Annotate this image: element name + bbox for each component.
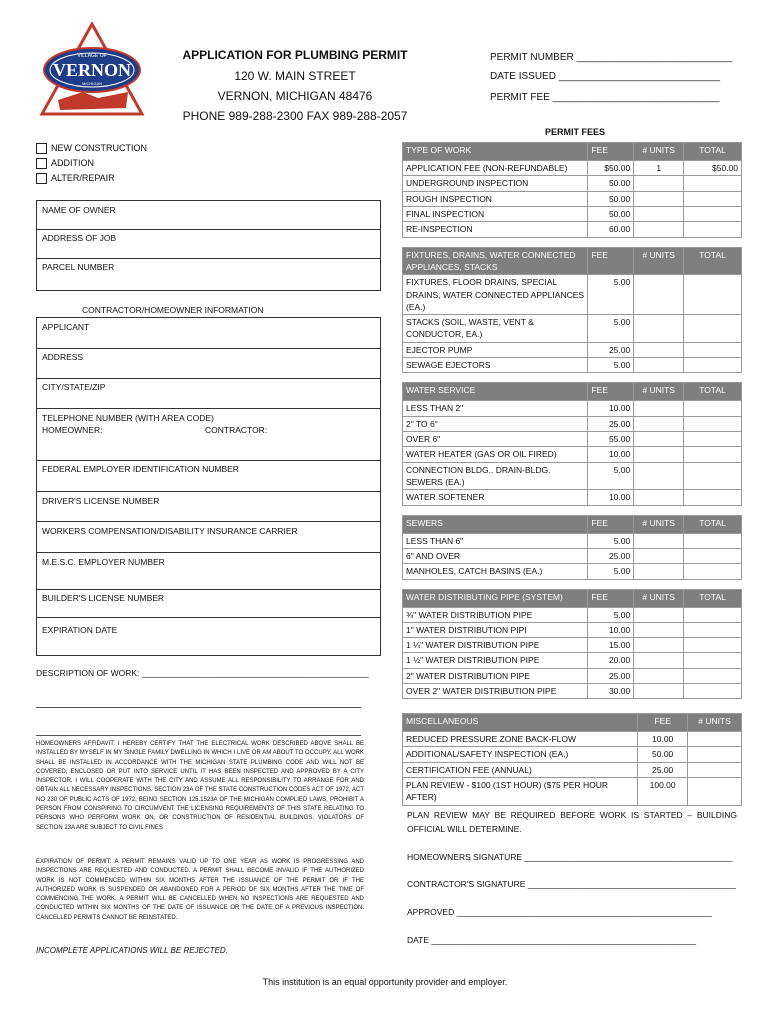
permit-fee-field[interactable]: PERMIT FEE ______________________________ (490, 92, 720, 103)
misc-fees-table (402, 713, 742, 806)
fee-item: SEWAGE EJECTORS (403, 358, 588, 373)
total-cell[interactable] (684, 401, 742, 416)
expiration-of-permit-text: EXPIRATION OF PERMIT: A PERMIT REMAINS VALID UP TO ONE YEAR AS WORK IS PROGRESSING AND INSPECTIONS ARE REQUESTED AND CONDUCTED. A PERMIT SHALL BECOME INVALID IF THE AUTHORIZED WORK IS NOT COMMENCED WITHIN SIX MONTHS AFTER THE ISSUANCE OF THE PERMIT OR IF THE AUTHORIZED WORK IS SUSPENDED OR ABANDONED FOR A PERIOD OF SIX MONTHS AFTER THE TIME OF COMMENCING THE WORK. A PERMIT WILL BE CANCELLED WHEN NO INSPECTIONS ARE REQUESTED AND CONDUCTED WITHIN SIX MONTHS OF THE DATE OF ISSUANCE OR THE DATE OF A PREVIOUS INSPECTION. CANCELLED PERMITS CANNOT BE REINSTATED. (36, 859, 364, 921)
phone-fax: PHONE 989-288-2300 FAX 989-288-2057 (182, 109, 408, 123)
total-cell[interactable] (684, 191, 742, 206)
section-title: WATER DISTRIBUTING PIPE (SYSTEM) (403, 589, 588, 607)
misc-units-cell[interactable] (688, 777, 742, 805)
fee-item: LESS THAN 6" (403, 533, 588, 548)
table-row (403, 564, 742, 579)
total-cell[interactable] (684, 432, 742, 447)
fee-section-header (403, 589, 742, 607)
units-cell[interactable] (634, 564, 684, 579)
fee-item: WATER SOFTENER (403, 490, 588, 505)
units-cell[interactable] (634, 548, 684, 563)
section-title: TYPE OF WORK (403, 143, 588, 161)
fee-header: FEE (588, 247, 634, 275)
fee-item: WATER HEATER (GAS OR OIL FIRED) (403, 447, 588, 462)
table-row (403, 607, 742, 622)
table-row (403, 432, 742, 447)
fee-amount: 25.00 (588, 342, 634, 357)
units-cell[interactable] (634, 447, 684, 462)
homeowners-affidavit: HOMEOWNERS AFFIDAVIT: I HEREBY CERTIFY THAT THE ELECTRICAL WORK DESCRIBED ABOVE SHALL BE INSTALLED BY MYSELF IN MY SINGLE FAMILY DWELLING IN WHICH I LIVE OR AM ABOUT TO OCCUPY. ALL WORK SHALL BE INSTALLED IN ACCORDANCE WITH THE MICHIGAN STATE PLUMBING CODE AND WILL NOT BE COVERED, ENCLOSED OR PUT INTO SERVICE UNTIL IT HAS BEEN INSPECTED AND APPROVED BY A CITY INSPECTOR. I WILL COOPERATE WITH THE CITY AND ASSUME ALL RESPONSIBILITY TO ARRANGE FOR AND OBTAIN ALL NECESSARY INSPECTIONS. SECTION 23A OF THE STATE CONSTRUCTION CODES ACT OF 1972, ACT NO 230 OF PUBLIC ACTS OF 1972, BEING SECTION 125.1523A OF THE MICHIGAN COMPLIED LAWS, PROHIBIT A PERSON FROM CONSPIRING TO CIRCUMVENT THE LICENSING REQUIREMENTS OF THIS STATE RELATING TO PERSONS WHO PERFORM WORK ON, OR CONSTRUCTION OF RESIDENTIAL BUILDINGS. VIOLATORS OF SECTION 23A ARE SUBJECT TO CIVIL FINES (36, 741, 364, 831)
total-header: TOTAL (684, 589, 742, 607)
fee-amount: 10.00 (588, 490, 634, 505)
section-spacer (403, 373, 742, 383)
contractor-label: CONTRACTOR: (205, 425, 268, 435)
fee-item: ¾" WATER DISTRIBUTION PIPE (403, 607, 588, 622)
addition-checkbox[interactable] (36, 158, 47, 169)
contractor-signature-field[interactable]: CONTRACTOR'S SIGNATURE ____________________________________________ (407, 879, 736, 889)
drivers-license-label: DRIVER'S LICENSE NUMBER (42, 496, 160, 506)
total-cell[interactable] (684, 315, 742, 343)
table-row (403, 462, 742, 490)
table-row (403, 684, 742, 699)
fee-item: CONNECTION BLDG.. DRAIN-BLDG. SEWERS (EA.) (403, 462, 588, 490)
new-construction-checkbox[interactable] (36, 143, 47, 154)
table-row (403, 762, 742, 777)
description-line-3[interactable] (36, 735, 361, 736)
misc-units-cell[interactable] (688, 747, 742, 762)
svg-text:VILLAGE OF: VILLAGE OF (77, 53, 107, 59)
units-cell[interactable] (634, 607, 684, 622)
table-row (403, 447, 742, 462)
fee-item: OVER 6" (403, 432, 588, 447)
fee-item: LESS THAN 2" (403, 401, 588, 416)
fee-item: UNDERGROUND INSPECTION (403, 176, 588, 191)
total-header: TOTAL (684, 383, 742, 401)
units-cell[interactable] (634, 684, 684, 699)
homeowner-signature-field[interactable]: HOMEOWNERS SIGNATURE ____________________________________________ (407, 852, 733, 862)
city-state-zip-label: CITY/STATE/ZIP (42, 382, 106, 392)
address-line-1: 120 W. MAIN STREET (234, 69, 356, 83)
units-cell[interactable] (634, 222, 684, 237)
fee-header: FEE (588, 383, 634, 401)
fee-amount: 25.00 (588, 416, 634, 431)
fee-section-header (403, 383, 742, 401)
mesc-label: M.E.S.C. EMPLOYER NUMBER (42, 557, 165, 567)
total-header: TOTAL (684, 515, 742, 533)
svg-text:VERNON: VERNON (52, 60, 132, 80)
expiration-date-label: EXPIRATION DATE (42, 625, 118, 635)
fee-item: EJECTOR PUMP (403, 342, 588, 357)
total-cell[interactable] (684, 564, 742, 579)
table-row (403, 191, 742, 206)
table-row (403, 206, 742, 221)
total-cell[interactable] (684, 684, 742, 699)
table-row (403, 342, 742, 357)
section-title: WATER SERVICE (403, 383, 588, 401)
fee-amount: 10.00 (588, 401, 634, 416)
units-header: # UNITS (634, 515, 684, 533)
addition-label: ADDITION (51, 158, 95, 168)
fee-amount: 60.00 (588, 222, 634, 237)
units-cell[interactable] (634, 342, 684, 357)
fee-amount: 20.00 (588, 653, 634, 668)
table-row (403, 222, 742, 237)
address-label: ADDRESS (42, 352, 84, 362)
table-row (403, 401, 742, 416)
misc-item: ADDITIONAL/SAFETY INSPECTION (EA.) (403, 747, 638, 762)
units-cell[interactable] (634, 668, 684, 683)
date-issued-field[interactable]: DATE ISSUED _____________________________ (490, 71, 720, 82)
telephone-label: TELEPHONE NUMBER (WITH AREA CODE) (42, 413, 214, 423)
fee-amount: 55.00 (588, 432, 634, 447)
total-cell[interactable] (684, 462, 742, 490)
table-row (403, 315, 742, 343)
fee-amount: 5.00 (588, 315, 634, 343)
permit-fees-table (402, 142, 742, 699)
table-row (403, 533, 742, 548)
fee-amount: 25.00 (588, 548, 634, 563)
fee-item: STACKS (SOIL, WASTE, VENT & CONDUCTOR, EA.) (403, 315, 588, 343)
permit-fees-heading: PERMIT FEES (545, 127, 606, 137)
fee-amount: 5.00 (588, 358, 634, 373)
units-header: # UNITS (634, 143, 684, 161)
approved-field[interactable]: APPROVED ______________________________________________________ (407, 907, 712, 917)
footer-statement: This institution is an equal opportunity provider and employer. (262, 977, 508, 987)
fee-item: 1 ½" WATER DISTRIBUTION PIPE (403, 653, 588, 668)
total-cell[interactable] (684, 533, 742, 548)
table-row (403, 416, 742, 431)
total-cell[interactable] (684, 222, 742, 237)
total-cell[interactable] (684, 447, 742, 462)
fee-section-header (403, 247, 742, 275)
total-cell[interactable] (684, 275, 742, 315)
fee-header: FEE (588, 589, 634, 607)
owner-name-label: NAME OF OWNER (42, 205, 116, 215)
units-cell[interactable] (634, 191, 684, 206)
section-spacer (403, 237, 742, 247)
fee-amount: 5.00 (588, 564, 634, 579)
fee-amount: $50.00 (588, 161, 634, 176)
fee-amount: 5.00 (588, 275, 634, 315)
fee-amount: 5.00 (588, 462, 634, 490)
applicant-label: APPLICANT (42, 322, 90, 332)
workers-comp-label: WORKERS COMPENSATION/DISABILITY INSURANCE CARRIER (42, 526, 298, 536)
fee-item: MANHOLES, CATCH BASINS (EA.) (403, 564, 588, 579)
total-cell[interactable] (684, 638, 742, 653)
misc-fee: 50.00 (638, 747, 688, 762)
total-cell[interactable] (684, 342, 742, 357)
table-row (403, 732, 742, 747)
plan-review-note: PLAN REVIEW MAY BE REQUIRED BEFORE WORK IS STARTED – BUILDING OFFICIAL WILL DETERMINE. (407, 810, 737, 835)
misc-fee: 25.00 (638, 762, 688, 777)
misc-fee-header: FEE (638, 714, 688, 732)
builders-license-label: BUILDER'S LICENSE NUMBER (42, 593, 165, 603)
section-spacer (403, 579, 742, 589)
form-title: APPLICATION FOR PLUMBING PERMIT (182, 48, 408, 62)
description-line-2[interactable] (36, 707, 361, 708)
total-cell[interactable] (684, 416, 742, 431)
fee-amount: 50.00 (588, 206, 634, 221)
table-row (403, 358, 742, 373)
fee-amount: 10.00 (588, 447, 634, 462)
contractor-info-box[interactable] (36, 317, 381, 590)
misc-header-row (403, 714, 742, 732)
misc-units-header: # UNITS (688, 714, 742, 732)
units-cell[interactable] (634, 315, 684, 343)
alter-repair-checkbox[interactable] (36, 173, 47, 184)
total-cell[interactable]: $50.00 (684, 161, 742, 176)
units-cell[interactable] (634, 622, 684, 637)
new-construction-label: NEW CONSTRUCTION (51, 143, 147, 153)
fee-section-header (403, 515, 742, 533)
misc-title: MISCELLANEOUS (403, 714, 638, 732)
permit-number-field[interactable]: PERMIT NUMBER ____________________________ (490, 52, 733, 63)
fee-amount: 30.00 (588, 684, 634, 699)
fee-item: FIXTURES, FLOOR DRAINS, SPECIAL DRAINS, WATER CONNECTED APPLIANCES (EA.) (403, 275, 588, 315)
total-cell[interactable] (684, 176, 742, 191)
total-cell[interactable] (684, 358, 742, 373)
fee-item: 6" AND OVER (403, 548, 588, 563)
fee-header: FEE (588, 515, 634, 533)
units-cell[interactable] (634, 358, 684, 373)
fee-item: FINAL INSPECTION (403, 206, 588, 221)
village-logo (38, 22, 146, 122)
misc-units-cell[interactable] (688, 762, 742, 777)
misc-units-cell[interactable] (688, 732, 742, 747)
fee-item: APPLICATION FEE (NON-REFUNDABLE) (403, 161, 588, 176)
table-row (403, 747, 742, 762)
description-of-work-field[interactable]: DESCRIPTION OF WORK: ________________________________________________ (36, 668, 369, 678)
homeowner-label: HOMEOWNER: (42, 425, 103, 435)
units-cell[interactable] (634, 462, 684, 490)
units-cell[interactable] (634, 533, 684, 548)
units-cell[interactable] (634, 401, 684, 416)
table-row (403, 622, 742, 637)
contractor-info-heading: CONTRACTOR/HOMEOWNER INFORMATION (82, 305, 264, 315)
table-row (403, 653, 742, 668)
section-title: SEWERS (403, 515, 588, 533)
fee-amount: 5.00 (588, 533, 634, 548)
units-cell[interactable] (634, 416, 684, 431)
table-row (403, 176, 742, 191)
units-cell[interactable]: 1 (634, 161, 684, 176)
fee-section-header (403, 143, 742, 161)
fee-amount: 5.00 (588, 607, 634, 622)
table-row (403, 548, 742, 563)
units-cell[interactable] (634, 638, 684, 653)
builder-license-box[interactable] (36, 590, 381, 656)
table-row (403, 777, 742, 805)
units-cell[interactable] (634, 490, 684, 505)
units-cell[interactable] (634, 206, 684, 221)
fee-amount: 15.00 (588, 638, 634, 653)
address-line-2: VERNON, MICHIGAN 48476 (217, 89, 373, 103)
incomplete-warning: INCOMPLETE APPLICATIONS WILL BE REJECTED. (36, 946, 228, 955)
fee-item: 2" WATER DISTRIBUTION PIPE (403, 668, 588, 683)
section-spacer (403, 505, 742, 515)
misc-fee: 10.00 (638, 732, 688, 747)
misc-item: CERTIFICATION FEE (ANNUAL) (403, 762, 638, 777)
misc-fee: 100.00 (638, 777, 688, 805)
fee-item: ROUGH INSPECTION (403, 191, 588, 206)
misc-item: PLAN REVIEW - $100 (1ST HOUR) ($75 PER HOUR AFTER) (403, 777, 638, 805)
section-title: FIXTURES, DRAINS, WATER CONNECTED APPLIANCES, STACKS (403, 247, 588, 275)
fee-item: 1" WATER DISTRIBUTION PIPI (403, 622, 588, 637)
units-cell[interactable] (634, 653, 684, 668)
misc-item: REDUCED PRESSURE ZONE BACK-FLOW (403, 732, 638, 747)
job-address-label: ADDRESS OF JOB (42, 233, 117, 243)
total-cell[interactable] (684, 653, 742, 668)
fee-amount: 50.00 (588, 176, 634, 191)
table-row (403, 490, 742, 505)
total-cell[interactable] (684, 548, 742, 563)
table-row (403, 275, 742, 315)
total-cell[interactable] (684, 607, 742, 622)
total-cell[interactable] (684, 206, 742, 221)
owner-job-parcel-box[interactable] (36, 200, 381, 291)
total-header: TOTAL (684, 247, 742, 275)
total-cell[interactable] (684, 622, 742, 637)
alter-repair-label: ALTER/REPAIR (51, 173, 115, 183)
units-cell[interactable] (634, 432, 684, 447)
units-cell[interactable] (634, 176, 684, 191)
fee-amount: 50.00 (588, 191, 634, 206)
federal-id-label: FEDERAL EMPLOYER IDENTIFICATION NUMBER (42, 464, 239, 474)
fee-header: FEE (588, 143, 634, 161)
units-cell[interactable] (634, 275, 684, 315)
table-row (403, 161, 742, 176)
parcel-number-label: PARCEL NUMBER (42, 262, 115, 272)
total-cell[interactable] (684, 490, 742, 505)
units-header: # UNITS (634, 589, 684, 607)
fee-amount: 10.00 (588, 622, 634, 637)
fee-item: 1 ¼" WATER DISTRIBUTION PIPE (403, 638, 588, 653)
fee-amount: 25.00 (588, 668, 634, 683)
fee-item: RE-INSPECTION (403, 222, 588, 237)
total-cell[interactable] (684, 668, 742, 683)
total-header: TOTAL (684, 143, 742, 161)
fee-item: OVER 2" WATER DISTRIBUTION PIPE (403, 684, 588, 699)
table-row (403, 638, 742, 653)
table-row (403, 668, 742, 683)
svg-text:MICHIGAN: MICHIGAN (82, 81, 102, 86)
date-field[interactable]: DATE ________________________________________________________ (407, 935, 697, 945)
fee-item: 2" TO 6" (403, 416, 588, 431)
units-header: # UNITS (634, 247, 684, 275)
units-header: # UNITS (634, 383, 684, 401)
